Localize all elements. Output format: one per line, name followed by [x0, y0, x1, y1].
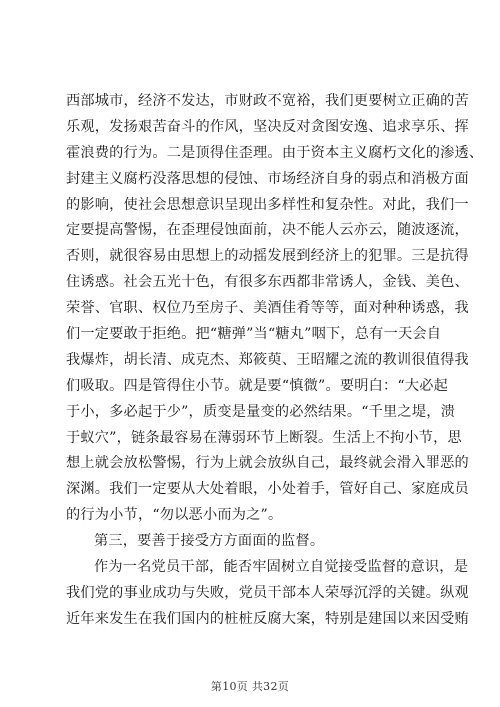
- text-line: 我们党的事业成功与失败，党员干部本人荣辱沉浮的关键。纵观: [66, 584, 469, 601]
- text-line: 封建主义腐朽没落思想的侵蚀、市场经济自身的弱点和消极方面: [66, 170, 469, 187]
- text-line: 们吸取。四是管得住小节。就是要“慎微”。要明白：“大必起: [66, 377, 449, 394]
- text-line: 于蚁穴”，链条最容易在薄弱环节上断裂。生活上不拘小节，思: [66, 429, 462, 446]
- text-line: 深渊。我们一定要从大处着眼，小处着手，管好自己、家庭成员: [66, 481, 469, 498]
- section-heading: 第三，要善于接受方方面面的监督。: [94, 533, 325, 550]
- text-line: 荣誉、官职、权位乃至房子、美酒佳肴等等，面对种种诱惑，我: [66, 300, 469, 317]
- text-line: 近年来发生在我们国内的桩桩反腐大案，特别是建国以来因受贿: [66, 610, 469, 627]
- text-line: 想上就会放松警惕，行为上就会放纵自己，最终就会滑入罪恶的: [66, 455, 469, 472]
- text-line: 乐观，发扬艰苦奋斗的作风，坚决反对贪图安逸、追求享乐、挥: [66, 118, 469, 135]
- text-line: 住诱惑。社会五光十色，有很多东西都非常诱人，金钱、美色、: [66, 274, 469, 291]
- text-line: 的影响，使社会思想意识呈现出多样性和复杂性。对此，我们一: [66, 196, 469, 213]
- text-line: 定要提高警惕，在歪理侵蚀面前，决不能人云亦云，随波逐流，: [66, 222, 469, 239]
- text-line: 霍浪费的行为。二是顶得住歪理。由于资本主义腐朽文化的渗透、: [66, 144, 484, 161]
- body-text: [66, 89, 484, 633]
- text-line: 否则，就很容易由思想上的动摇发展到经济上的犯罪。三是抗得: [66, 248, 469, 265]
- text-line: 的行为小节，“勿以恶小而为之”。: [66, 507, 283, 524]
- text-line: 我爆炸，胡长清、成克杰、郑筱萸、王昭耀之流的教训很值得我: [66, 351, 469, 368]
- text-line: 于小，多必起于少”，质变是量变的必然结果。“千里之堤，溃: [66, 403, 455, 420]
- paragraph-first-line: 作为一名党员干部，能否牢固树立自觉接受监督的意识，是: [94, 559, 469, 576]
- text-line: 西部城市，经济不发达，市财政不宽裕，我们更要树立正确的苦: [66, 93, 469, 109]
- page-number-footer: 第10页 共32页: [210, 680, 290, 693]
- text-line: 们一定要敢于拒绝。把“糖弹”当“糖丸”咽下，总有一天会自: [66, 326, 442, 343]
